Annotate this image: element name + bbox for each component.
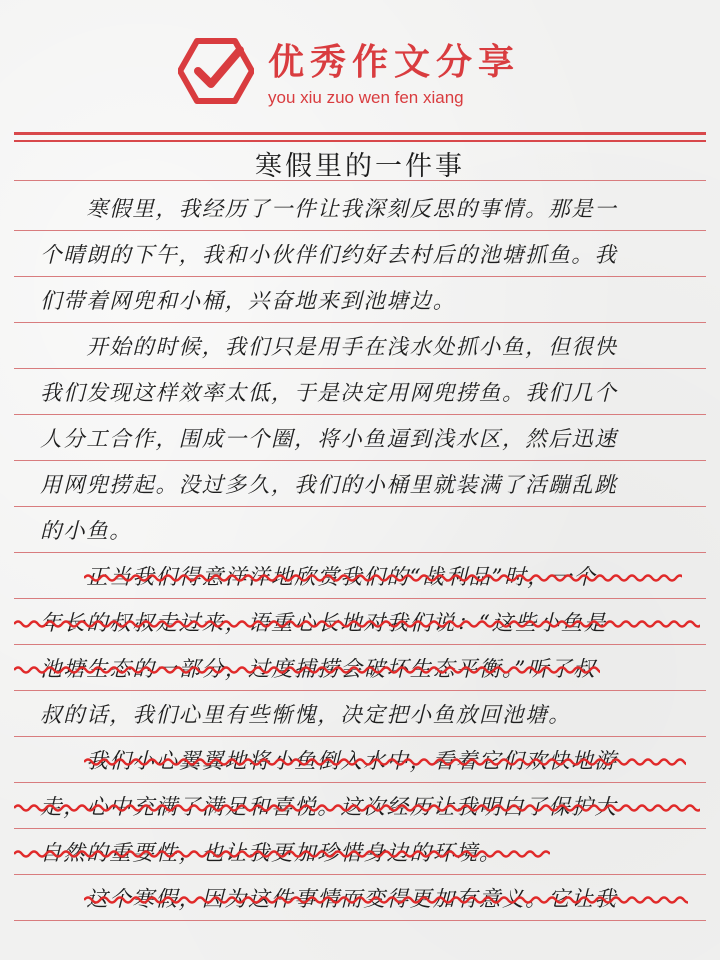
essay-line: 年长的叔叔走过来，语重心长地对我们说：“这些小鱼是 [40, 611, 607, 636]
essay-line: 寒假里，我经历了一件让我深刻反思的事情。那是一 [40, 197, 618, 222]
essay-line: 的小鱼。 [40, 519, 133, 544]
ruled-line [14, 782, 706, 783]
ruled-line [14, 598, 706, 599]
essay-line: 叔的话，我们心里有些惭愧，决定把小鱼放回池塘。 [40, 703, 572, 728]
ruled-line [14, 920, 706, 921]
essay-title: 寒假里的一件事 [255, 151, 465, 182]
wavy-underline [84, 757, 686, 767]
ruled-line [14, 690, 706, 691]
ruled-line [14, 644, 706, 645]
brand-pinyin: you xiu zuo wen fen xiang [268, 88, 464, 107]
essay-line: 池塘生态的一部分，过度捕捞会破坏生态平衡。”听了叔 [40, 657, 597, 682]
wavy-underline [84, 573, 682, 583]
ruled-line [14, 506, 706, 507]
ruled-line [14, 414, 706, 415]
essay-line: 开始的时候，我们只是用手在浅水处抓小鱼，但很快 [40, 335, 618, 360]
essay-line: 这个寒假，因为这件事情而变得更加有意义。它让我 [40, 887, 618, 912]
ruled-line [14, 552, 706, 553]
ruled-line [14, 874, 706, 875]
wavy-underline [14, 803, 700, 813]
wavy-underline [84, 895, 688, 905]
essay-line: 走，心中充满了满足和喜悦。这次经历让我明白了保护大 [40, 795, 618, 820]
checkmark-hexagon-icon [178, 38, 254, 104]
ruled-line [14, 230, 706, 231]
essay-line: 自然的重要性，也让我更加珍惜身边的环境。 [40, 841, 503, 866]
essay-line: 个晴朗的下午，我和小伙伴们约好去村后的池塘抓鱼。我 [40, 243, 618, 268]
ruled-line [14, 276, 706, 277]
ruled-line [14, 368, 706, 369]
essay-line: 正当我们得意洋洋地欣赏我们的“战利品”时，一个 [40, 565, 597, 590]
wavy-underline [14, 619, 700, 629]
essay-line: 人分工合作，围成一个圈，将小鱼逼到浅水区，然后迅速 [40, 427, 618, 452]
wavy-underline [14, 665, 600, 675]
ruled-line [14, 460, 706, 461]
essay-line: 用网兜捞起。没过多久，我们的小桶里就装满了活蹦乱跳 [40, 473, 618, 498]
ruled-line [14, 828, 706, 829]
essay-line: 我们发现这样效率太低，于是决定用网兜捞鱼。我们几个 [40, 381, 618, 406]
ruled-line [14, 322, 706, 323]
brand-header [0, 0, 720, 130]
header-divider [14, 132, 706, 135]
header-divider-thin [14, 140, 706, 142]
brand-title: 优秀作文分享 [268, 41, 521, 83]
essay-line: 们带着网兜和小桶，兴奋地来到池塘边。 [40, 289, 456, 314]
ruled-line [14, 736, 706, 737]
essay-line: 我们小心翼翼地将小鱼倒入水中，看着它们欢快地游 [40, 749, 618, 774]
wavy-underline [14, 849, 550, 859]
